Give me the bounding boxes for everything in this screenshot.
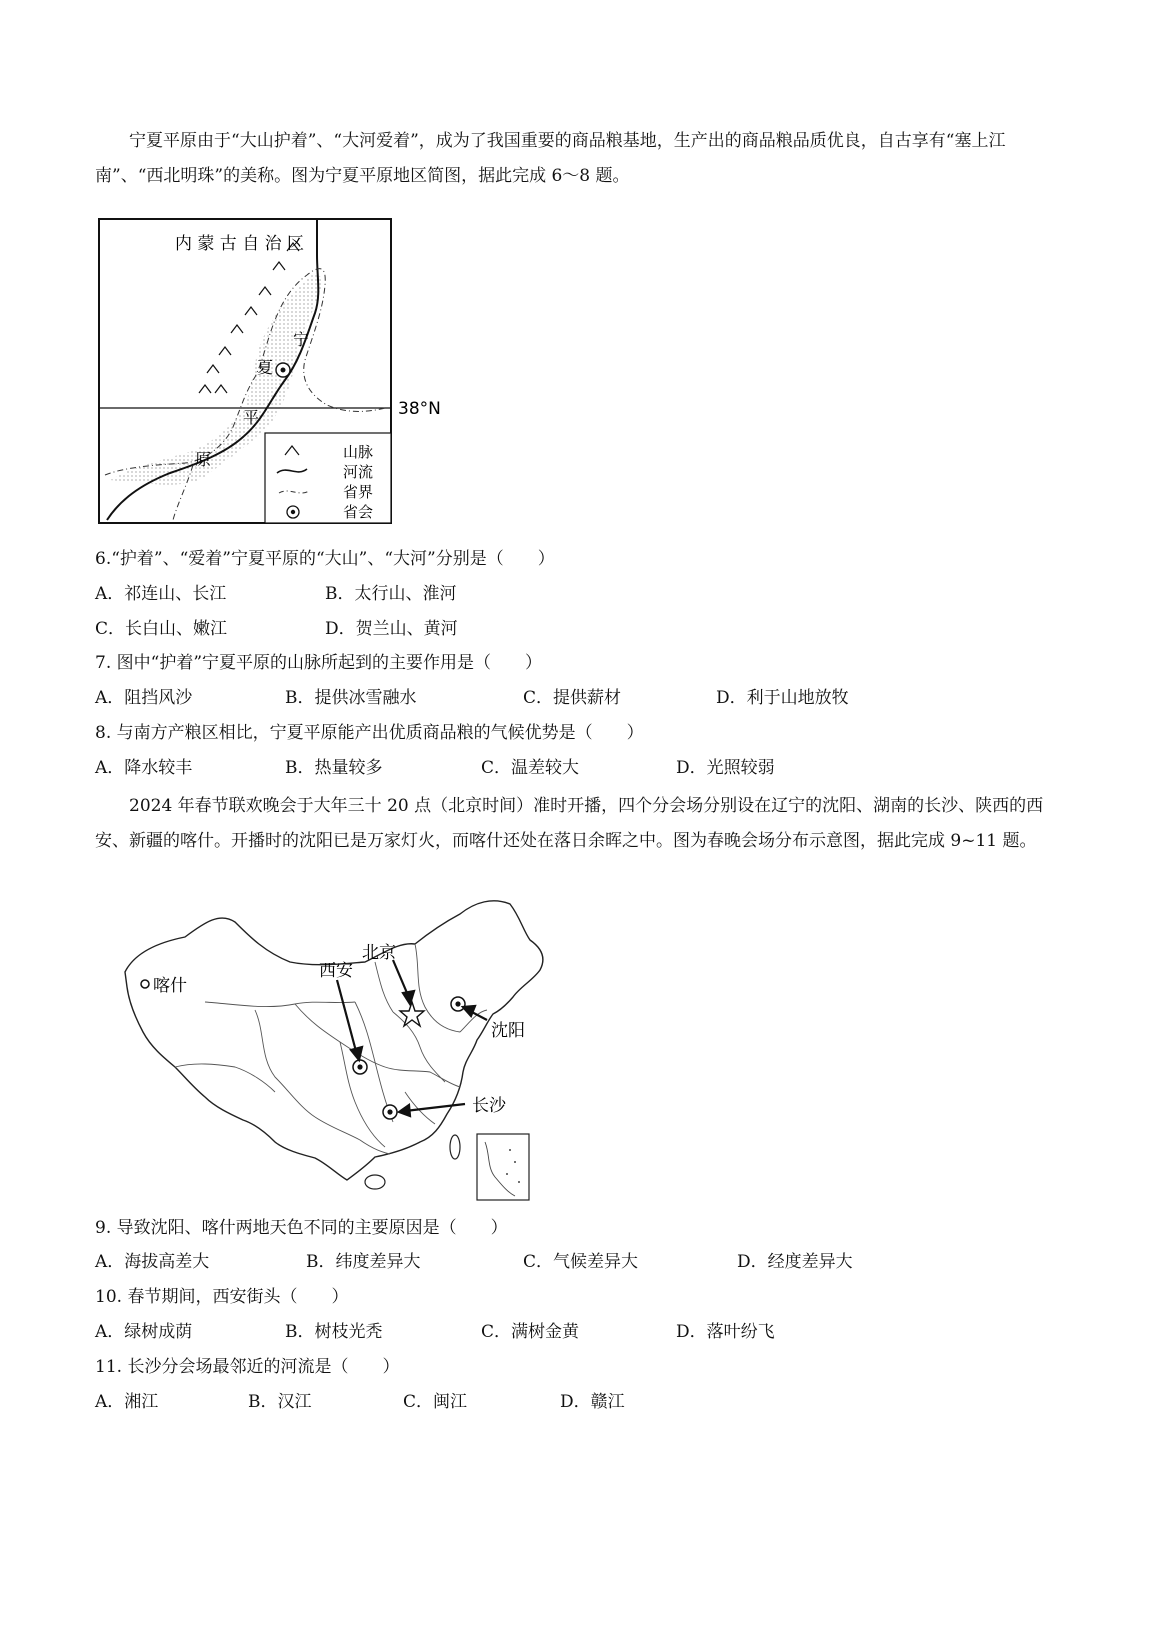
q7-option-c: C．提供薪材 xyxy=(523,688,622,708)
label-xian: 西安 xyxy=(319,961,353,981)
q10-option-d: D．落叶纷飞 xyxy=(676,1322,775,1342)
question-6: 6.“护着”、“爱着”宁夏平原的“大山”、“大河”分别是（ ） xyxy=(95,549,555,569)
changsha-marker xyxy=(383,1105,397,1119)
question-7: 7. 图中“护着”宁夏平原的山脉所起到的主要作用是（ ） xyxy=(95,653,543,673)
q10-option-a: A．绿树成荫 xyxy=(95,1322,193,1342)
latitude-label: 38°N xyxy=(398,399,441,419)
label-shenyang: 沈阳 xyxy=(491,1021,525,1041)
q6-option-b: B．太行山、淮河 xyxy=(325,584,457,604)
q9-option-b: B．纬度差异大 xyxy=(306,1252,421,1272)
xian-marker xyxy=(353,1060,367,1074)
label-ning: 宁 xyxy=(293,330,310,349)
legend-capital: 省会 xyxy=(343,503,374,521)
q8-option-d: D．光照较弱 xyxy=(676,758,775,778)
q8-option-b: B．热量较多 xyxy=(285,758,383,778)
q9-option-d: D．经度差异大 xyxy=(737,1252,853,1272)
q7-option-b: B．提供冰雪融水 xyxy=(285,688,417,708)
q8-option-a: A．降水较丰 xyxy=(95,758,193,778)
latitude-label-box xyxy=(398,396,450,420)
label-beijing: 北京 xyxy=(362,943,396,963)
q10-option-c: C．满树金黄 xyxy=(481,1322,580,1342)
q9-option-a: A．海拔高差大 xyxy=(95,1252,210,1272)
q9-option-c: C．气候差异大 xyxy=(523,1252,639,1272)
question-9: 9. 导致沈阳、喀什两地天色不同的主要原因是（ ） xyxy=(95,1218,508,1238)
china-venue-map xyxy=(115,892,650,1204)
q7-option-a: A．阻挡风沙 xyxy=(95,688,193,708)
ningxia-plain-map xyxy=(95,215,400,527)
passage-spring-gala: 2024 年春节联欢晚会于大年三十 20 点（北京时间）准时开播，四个分会场分别设在辽宁的沈阳、湖南的长沙、陕西的西安、新疆的喀什。开播时的沈阳已是万家灯火，而喀什还处在落日余晖之中。图为春晚会场分布示意图，据此完成 9~11 题。 xyxy=(95,796,1044,851)
kashi-marker xyxy=(141,980,149,988)
q6-option-a: A．祁连山、长江 xyxy=(95,584,227,604)
legend-river: 河流 xyxy=(343,463,374,481)
question-11: 11. 长沙分会场最邻近的河流是（ ） xyxy=(95,1357,400,1377)
region-label: 内 蒙 古 自 治 区 xyxy=(175,234,305,254)
q11-option-a: A．湘江 xyxy=(95,1392,159,1412)
legend-mountain: 山脉 xyxy=(343,443,374,461)
q10-option-b: B．树枝光秃 xyxy=(285,1322,383,1342)
label-xia: 夏 xyxy=(257,358,274,377)
q6-option-c: C．长白山、嫩江 xyxy=(95,619,228,639)
label-changsha: 长沙 xyxy=(472,1096,506,1116)
q8-option-c: C．温差较大 xyxy=(481,758,580,778)
legend-boundary: 省界 xyxy=(343,483,374,501)
label-kashi: 喀什 xyxy=(153,976,187,996)
q11-option-d: D．赣江 xyxy=(560,1392,625,1412)
q11-option-c: C．闽江 xyxy=(403,1392,468,1412)
question-8: 8. 与南方产粮区相比，宁夏平原能产出优质商品粮的气候优势是（ ） xyxy=(95,723,644,743)
shenyang-marker xyxy=(451,997,465,1011)
label-ping: 平 xyxy=(243,408,260,427)
q11-option-b: B．汉江 xyxy=(248,1392,312,1412)
q7-option-d: D．利于山地放牧 xyxy=(716,688,849,708)
q6-option-d: D．贺兰山、黄河 xyxy=(325,619,458,639)
label-yuan: 原 xyxy=(195,450,212,469)
question-10: 10. 春节期间，西安街头（ ） xyxy=(95,1287,349,1307)
passage-ningxia: 宁夏平原由于“大山护着”、“大河爱着”，成为了我国重要的商品粮基地，生产出的商品粮品质优良，自古享有“塞上江南”、“西北明珠”的美称。图为宁夏平原地区简图，据此完成 6～8 题。 xyxy=(95,131,1006,186)
